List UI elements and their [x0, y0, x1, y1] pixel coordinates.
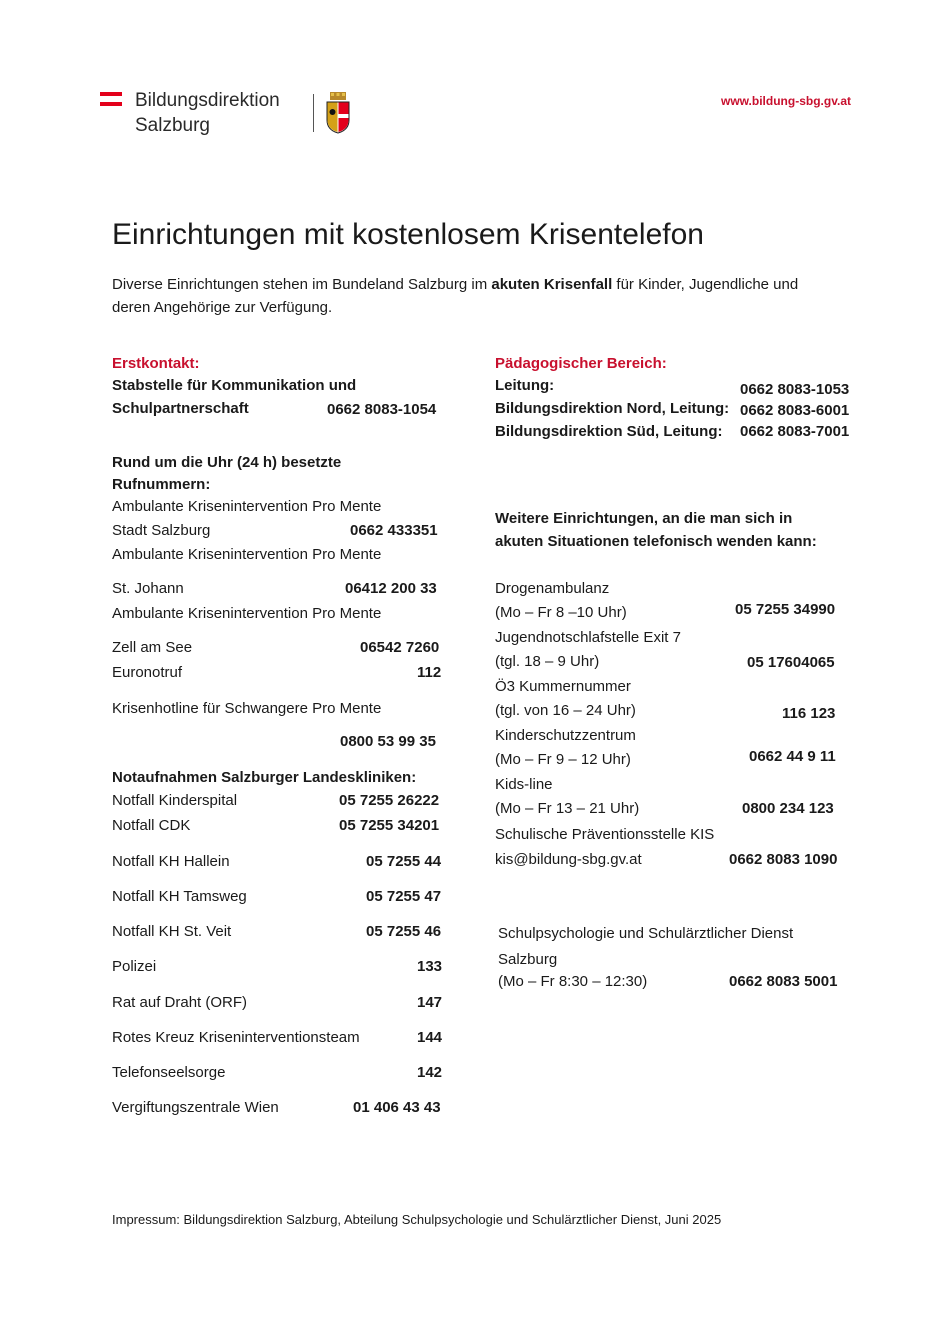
intro-line-2: deren Angehörige zur Verfügung. [112, 299, 333, 316]
salzburg-crest-icon [326, 92, 350, 134]
weitere-heading-2: akuten Situationen telefonisch wenden kann: [495, 533, 817, 550]
list-item-phone: 142 [417, 1064, 443, 1081]
list-item-phone: 05 17604065 [747, 654, 835, 671]
austria-flag-icon [100, 92, 122, 106]
list-item-label: Notfall KH St. Veit [112, 923, 232, 940]
erstkontakt-phone: 0662 8083-1054 [327, 401, 437, 418]
schulpsychologie-label-2: Salzburg [498, 951, 558, 968]
list-item-label: Drogenambulanz [495, 580, 610, 597]
list-item-phone: 0662 8083-6001 [740, 402, 850, 419]
list-item-phone: 0800 234 123 [742, 800, 834, 817]
list-item-phone: 116 123 [782, 705, 836, 722]
paedagogisch-heading: Pädagogischer Bereich: [495, 355, 667, 372]
website-link[interactable]: www.bildung-sbg.gv.at [721, 94, 851, 108]
brand-name-line2: Salzburg [135, 115, 210, 136]
list-item-label: (Mo – Fr 8 –10 Uhr) [495, 604, 627, 621]
list-item-label: Stadt Salzburg [112, 522, 211, 539]
list-item-label: Bildungsdirektion Nord, Leitung: [495, 400, 730, 417]
list-item-phone: 0662 8083-1053 [740, 381, 850, 398]
list-item-phone: 0662 44 9 11 [749, 748, 836, 765]
list-item-label: Bildungsdirektion Süd, Leitung: [495, 423, 723, 440]
kis-email-link[interactable]: kis@bildung-sbg.gv.at [495, 851, 642, 868]
list-item-label: Polizei [112, 958, 157, 975]
list-item-phone: 05 7255 34990 [735, 601, 836, 618]
erstkontakt-label-2: Schulpartnerschaft [112, 400, 249, 417]
list-item-phone: 147 [417, 994, 443, 1011]
rund-heading-2: Rufnummern: [112, 476, 211, 493]
list-item-phone: 05 7255 34201 [339, 817, 440, 834]
list-item-phone: 06412 200 33 [345, 580, 437, 597]
list-item-label: Ambulante Krisenintervention Pro Mente [112, 546, 382, 563]
schwangere-phone: 0800 53 99 35 [340, 733, 436, 750]
logo-divider [313, 94, 314, 132]
list-item-label: Zell am See [112, 639, 193, 656]
list-item-label: Notfall CDK [112, 817, 191, 834]
list-item-label: Telefonseelsorge [112, 1064, 226, 1081]
list-item-phone: 133 [417, 958, 443, 975]
schulpsychologie-hours: (Mo – Fr 8:30 – 12:30) [498, 973, 648, 990]
list-item-label: Schulische Präventionsstelle KIS [495, 826, 715, 843]
list-item-label: Kids-line [495, 776, 553, 793]
list-item-phone: 01 406 43 43 [353, 1099, 441, 1116]
list-item-phone: 144 [417, 1029, 443, 1046]
list-item-label: Vergiftungszentrale Wien [112, 1099, 279, 1116]
list-item-label: Ö3 Kummernummer [495, 678, 631, 695]
list-item-label: St. Johann [112, 580, 184, 597]
list-item-phone: 0662 433351 [350, 522, 438, 539]
list-item-phone: 05 7255 46 [366, 923, 442, 940]
list-item-label: Rotes Kreuz Kriseninterventionsteam [112, 1029, 360, 1046]
list-item-label: Kinderschutzzentrum [495, 727, 636, 744]
list-item-phone: 05 7255 44 [366, 853, 442, 870]
list-item-label: Notfall KH Tamsweg [112, 888, 247, 905]
schwangere-label: Krisenhotline für Schwangere Pro Mente [112, 700, 382, 717]
list-item-label: Jugendnotschlafstelle Exit 7 [495, 629, 681, 646]
schulpsychologie-label-1: Schulpsychologie und Schulärztlicher Dienst [498, 925, 794, 942]
weitere-heading-1: Weitere Einrichtungen, an die man sich in [495, 510, 793, 527]
list-item-label: (tgl. von 16 – 24 Uhr) [495, 702, 636, 719]
list-item-label: Notfall Kinderspital [112, 792, 238, 809]
erstkontakt-label-1: Stabstelle für Kommunikation und [112, 377, 357, 394]
list-item-phone: 05 7255 26222 [339, 792, 440, 809]
list-item-label: (tgl. 18 – 9 Uhr) [495, 653, 600, 670]
list-item-label: (Mo – Fr 13 – 21 Uhr) [495, 800, 640, 817]
euronotruf-phone: 112 [417, 664, 442, 681]
list-item-phone: 0662 8083 1090 [729, 851, 838, 868]
footer-impressum: Impressum: Bildungsdirektion Salzburg, Abteilung Schulpsychologie und Schulärztlicher Dienst, Juni 2025 [112, 1212, 722, 1227]
list-item-label: Leitung: [495, 377, 555, 394]
erstkontakt-heading: Erstkontakt: [112, 355, 200, 372]
list-item-label: Notfall KH Hallein [112, 853, 230, 870]
list-item-phone: 05 7255 47 [366, 888, 442, 905]
list-item-phone: 0662 8083-7001 [740, 423, 850, 440]
rund-heading-1: Rund um die Uhr (24 h) besetzte [112, 454, 342, 471]
page-title: Einrichtungen mit kostenlosem Krisentelefon [112, 218, 704, 251]
list-item-label: (Mo – Fr 9 – 12 Uhr) [495, 751, 631, 768]
intro-line-1: Diverse Einrichtungen stehen im Bundeland Salzburg im akuten Krisenfall für Kinder, Jugendliche und [112, 276, 799, 293]
list-item-label: Rat auf Draht (ORF) [112, 994, 248, 1011]
euronotruf-label: Euronotruf [112, 664, 183, 681]
notaufnahmen-heading: Notaufnahmen Salzburger Landeskliniken: [112, 769, 417, 786]
list-item-phone: 06542 7260 [360, 639, 440, 656]
brand-name-line1: Bildungsdirektion [135, 90, 280, 111]
list-item-label: Ambulante Krisenintervention Pro Mente [112, 605, 382, 622]
schulpsychologie-phone: 0662 8083 5001 [729, 973, 838, 990]
list-item-label: Ambulante Krisenintervention Pro Mente [112, 498, 382, 515]
